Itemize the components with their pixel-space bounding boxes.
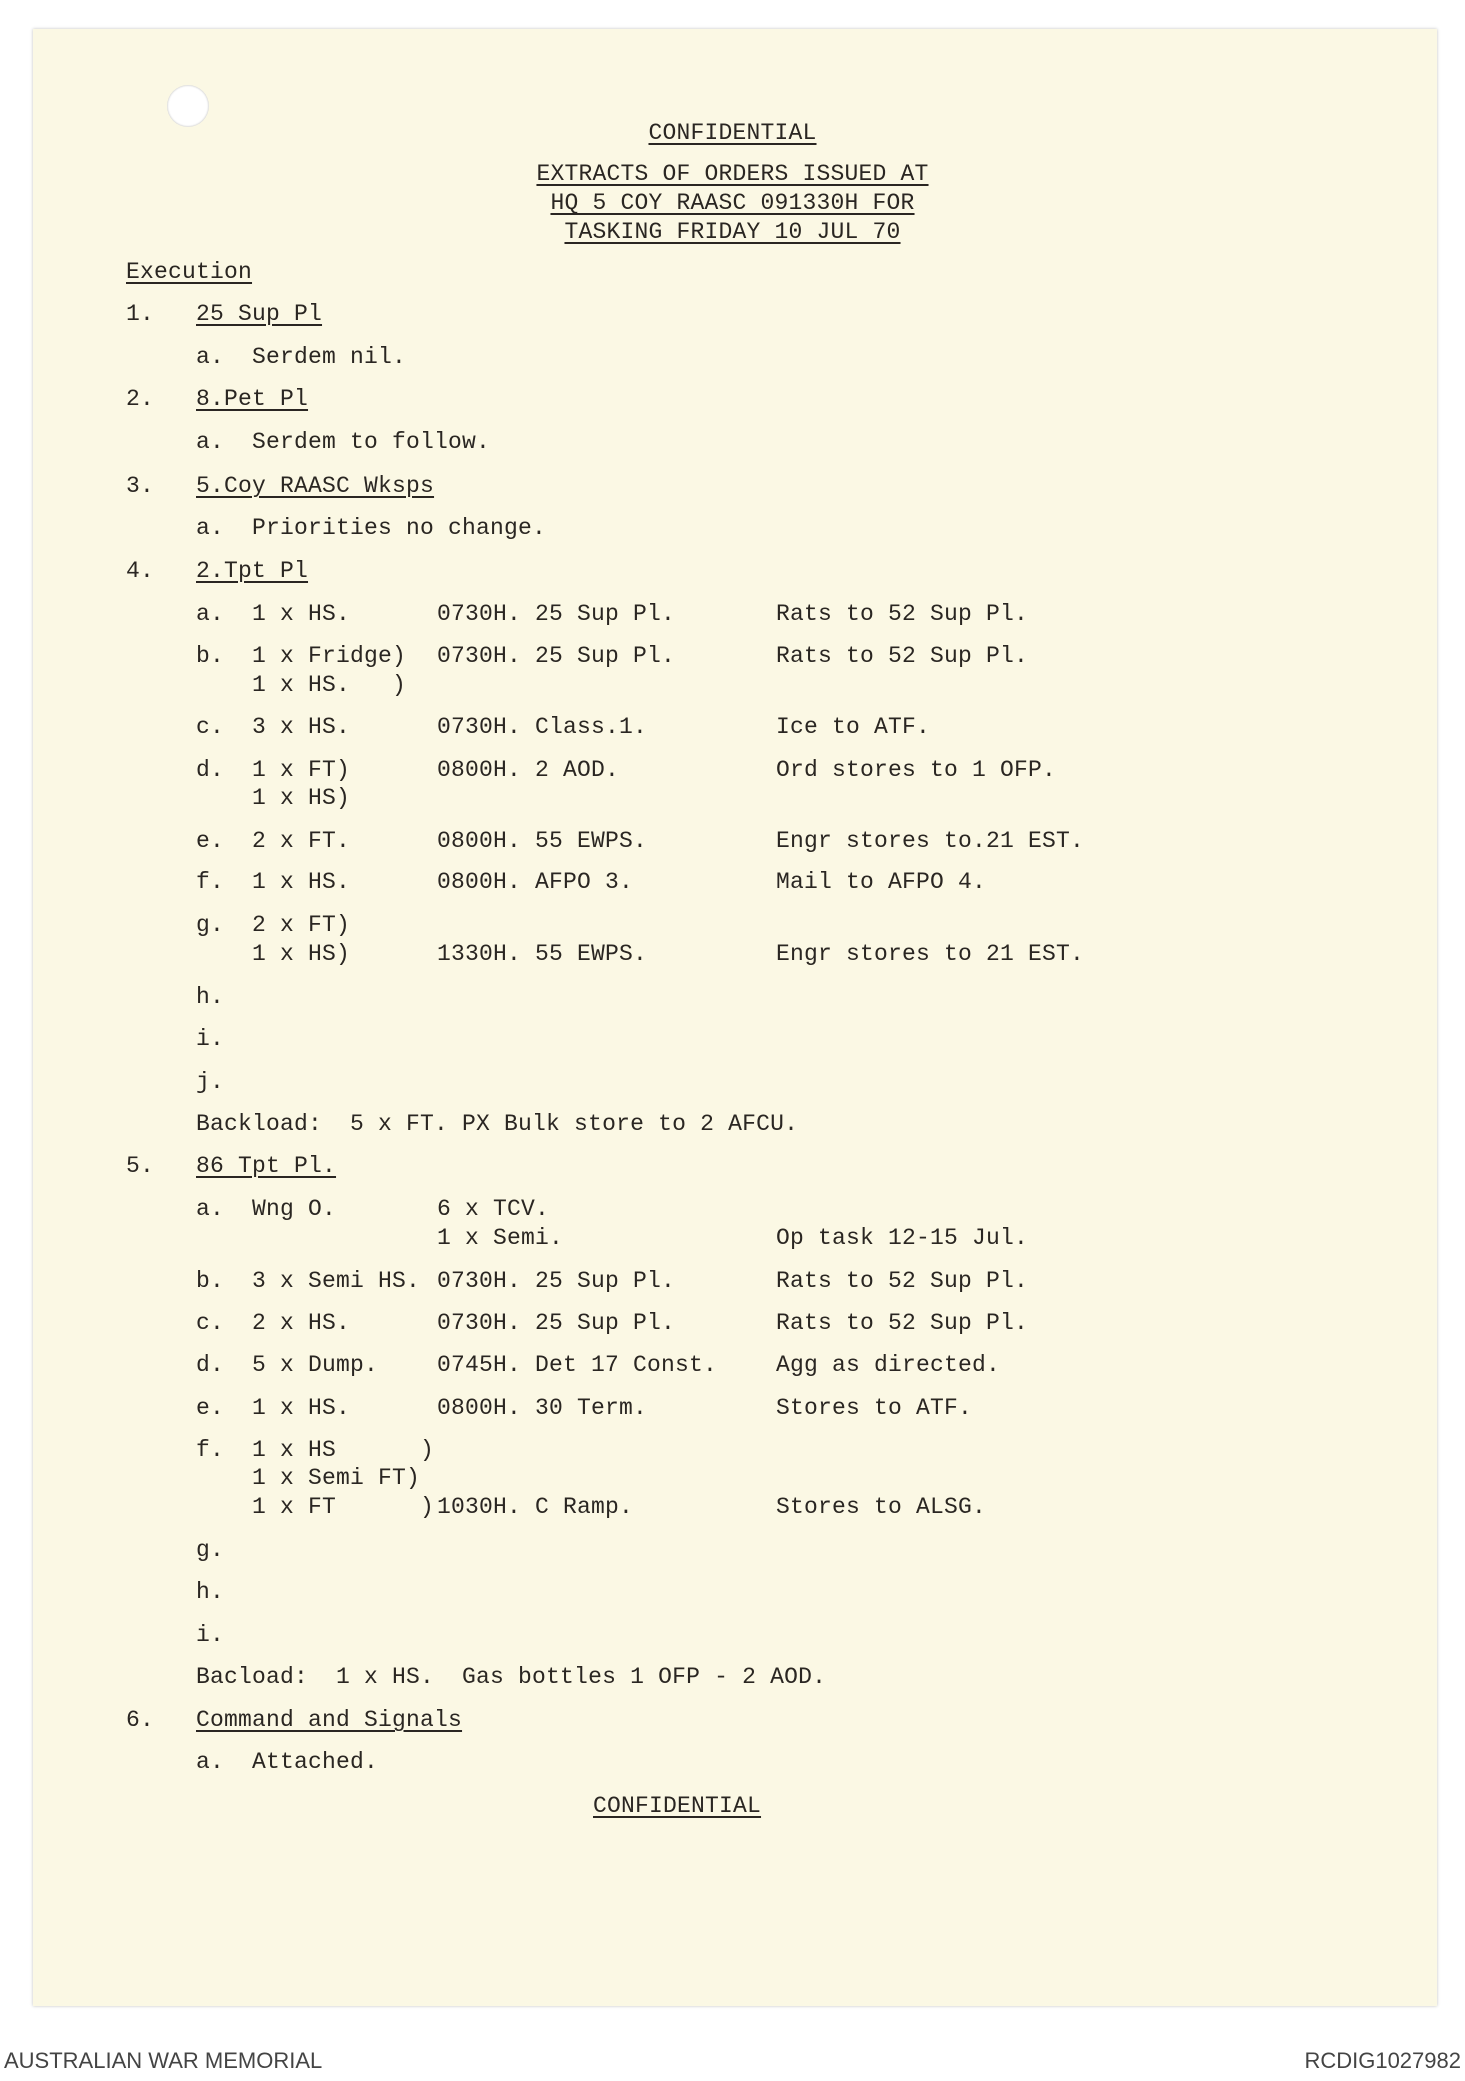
paragraph-number: 6.: [126, 1707, 155, 1733]
subparagraph-letter: j.: [196, 1069, 225, 1095]
paragraph-number: 5.: [126, 1153, 155, 1179]
backload-line: Backload: 5 x FT. PX Bulk store to 2 AFCU.: [196, 1111, 799, 1137]
task-description: Agg as directed.: [776, 1352, 1001, 1378]
task-vehicles: 1 x FT): [252, 757, 351, 783]
paragraph-number: 1.: [126, 301, 155, 327]
task-letter: g.: [196, 912, 225, 938]
task-description: Rats to 52 Sup Pl.: [776, 1310, 1029, 1336]
task-description: Stores to ALSG.: [776, 1494, 987, 1520]
task-vehicles: Wng O.: [252, 1196, 337, 1222]
subparagraph-letter: i.: [196, 1026, 225, 1052]
title-line-1: EXTRACTS OF ORDERS ISSUED AT: [536, 161, 929, 187]
task-letter: e.: [196, 1395, 225, 1421]
subparagraph-letter: a.: [196, 1749, 225, 1775]
task-vehicles: 2 x FT.: [252, 828, 351, 854]
task-description: Stores to ATF.: [776, 1395, 973, 1421]
task-vehicles: 1 x HS.: [252, 869, 351, 895]
task-letter: b.: [196, 1268, 225, 1294]
task-vehicles: 1 x HS): [252, 785, 351, 811]
paragraph-number: 2.: [126, 386, 155, 412]
task-vehicles: 1 x HS.: [252, 1395, 351, 1421]
task-time-place: 0800H. 2 AOD.: [437, 757, 620, 783]
task-time-place: 0745H. Det 17 Const.: [437, 1352, 718, 1378]
footer-id: RCDIG1027982: [1304, 2048, 1461, 2073]
task-vehicles: 1 x Semi FT): [252, 1465, 421, 1491]
paragraph-number: 4.: [126, 558, 155, 584]
task-letter: a.: [196, 1196, 225, 1222]
subparagraph-letter: h.: [196, 1579, 225, 1605]
task-time-place: 0730H. 25 Sup Pl.: [437, 1268, 676, 1294]
task-description: Ice to ATF.: [776, 714, 931, 740]
classification-bottom: CONFIDENTIAL: [593, 1793, 762, 1819]
subparagraph-letter: a.: [196, 515, 225, 541]
task-vehicles: 1 x FT ): [252, 1494, 435, 1520]
task-vehicles: 5 x Dump.: [252, 1352, 379, 1378]
task-vehicles: 1 x Fridge): [252, 643, 407, 669]
task-description: Op task 12-15 Jul.: [776, 1225, 1029, 1251]
subparagraph-text: Serdem to follow.: [252, 429, 491, 455]
section-heading: Execution: [126, 259, 253, 285]
paragraph-number: 3.: [126, 473, 155, 499]
task-letter: f.: [196, 1437, 225, 1463]
task-vehicles: 1 x HS. ): [252, 672, 407, 698]
title-line-2: HQ 5 COY RAASC 091330H FOR: [550, 190, 915, 216]
subparagraph-text: Attached.: [252, 1749, 379, 1775]
task-letter: c.: [196, 1310, 225, 1336]
task-vehicles: 1 x HS): [252, 941, 351, 967]
task-time-place: 0800H. 55 EWPS.: [437, 828, 648, 854]
paragraph-heading: Command and Signals: [196, 1707, 463, 1733]
task-description: Rats to 52 Sup Pl.: [776, 601, 1029, 627]
subparagraph-letter: h.: [196, 984, 225, 1010]
subparagraph-letter: a.: [196, 344, 225, 370]
task-letter: c.: [196, 714, 225, 740]
task-time-place: 1330H. 55 EWPS.: [437, 941, 648, 967]
task-letter: e.: [196, 828, 225, 854]
task-letter: a.: [196, 601, 225, 627]
subparagraph-text: Serdem nil.: [252, 344, 407, 370]
task-time-place: 1030H. C Ramp.: [437, 1494, 634, 1520]
footer-credit: AUSTRALIAN WAR MEMORIAL: [4, 2048, 323, 2073]
title-line-3: TASKING FRIDAY 10 JUL 70: [564, 219, 901, 245]
task-letter: d.: [196, 1352, 225, 1378]
task-vehicles: 1 x HS ): [252, 1437, 435, 1463]
task-time-place: 0730H. Class.1.: [437, 714, 648, 740]
task-letter: f.: [196, 869, 225, 895]
task-time-place: 6 x TCV.: [437, 1196, 550, 1222]
task-vehicles: 3 x Semi HS.: [252, 1268, 421, 1294]
task-letter: b.: [196, 643, 225, 669]
task-description: Ord stores to 1 OFP.: [776, 757, 1057, 783]
task-time-place: 0730H. 25 Sup Pl.: [437, 601, 676, 627]
paragraph-heading: 2.Tpt Pl: [196, 558, 309, 584]
paragraph-heading: 5.Coy RAASC Wksps: [196, 473, 435, 499]
paragraph-heading: 8.Pet Pl: [196, 386, 309, 412]
task-time-place: 0730H. 25 Sup Pl.: [437, 643, 676, 669]
task-vehicles: 1 x HS.: [252, 601, 351, 627]
task-description: Mail to AFPO 4.: [776, 869, 987, 895]
classification-top: CONFIDENTIAL: [648, 120, 817, 146]
task-letter: d.: [196, 757, 225, 783]
task-time-place: 1 x Semi.: [437, 1225, 564, 1251]
paragraph-heading: 25 Sup Pl: [196, 301, 323, 327]
task-time-place: 0800H. 30 Term.: [437, 1395, 648, 1421]
task-time-place: 0730H. 25 Sup Pl.: [437, 1310, 676, 1336]
task-vehicles: 2 x FT): [252, 912, 351, 938]
task-description: Engr stores to 21 EST.: [776, 941, 1085, 967]
subparagraph-letter: i.: [196, 1622, 225, 1648]
task-description: Rats to 52 Sup Pl.: [776, 1268, 1029, 1294]
subparagraph-text: Priorities no change.: [252, 515, 547, 541]
task-vehicles: 2 x HS.: [252, 1310, 351, 1336]
paragraph-heading: 86 Tpt Pl.: [196, 1153, 337, 1179]
task-description: Rats to 52 Sup Pl.: [776, 643, 1029, 669]
task-vehicles: 3 x HS.: [252, 714, 351, 740]
subparagraph-letter: a.: [196, 429, 225, 455]
task-description: Engr stores to.21 EST.: [776, 828, 1085, 854]
subparagraph-letter: g.: [196, 1537, 225, 1563]
task-time-place: 0800H. AFPO 3.: [437, 869, 634, 895]
backload-line: Bacload: 1 x HS. Gas bottles 1 OFP - 2 AOD.: [196, 1664, 827, 1690]
